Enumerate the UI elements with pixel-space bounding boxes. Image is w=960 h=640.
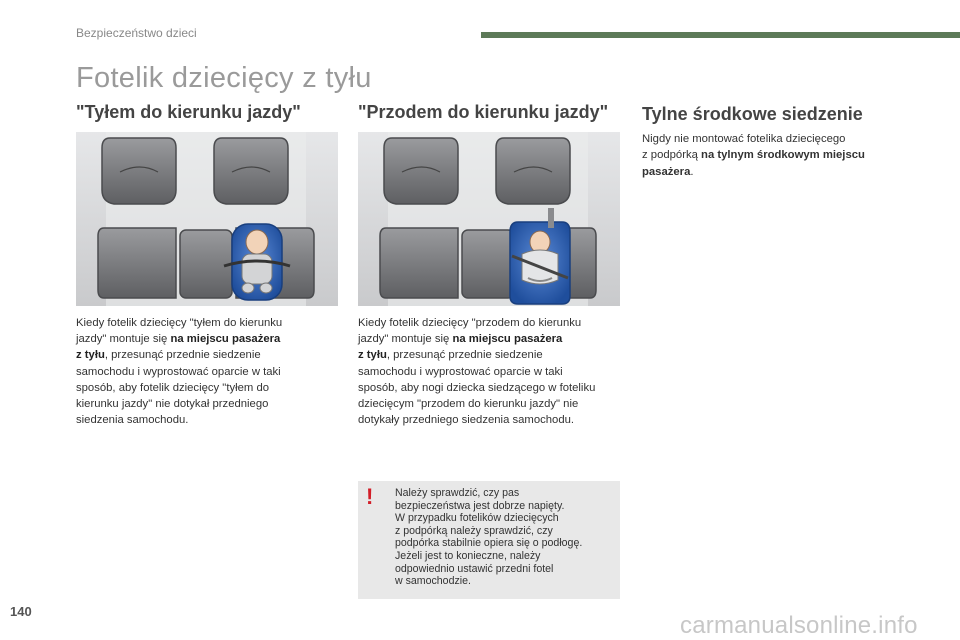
text-bold: na miejscu pasażera xyxy=(170,333,281,346)
text-line: , przesunąć przednie siedzenie xyxy=(104,349,261,362)
text-line: , przesunąć przednie siedzenie xyxy=(386,349,543,362)
warning-icon: ! xyxy=(366,484,374,509)
text-forward-facing xyxy=(358,315,630,428)
page-number: 140 xyxy=(10,604,32,619)
page-title: Fotelik dziecięcy z tyłu xyxy=(76,62,372,94)
warning-text xyxy=(395,487,615,588)
text-line: samochodu i wyprostować oparcie w taki xyxy=(358,365,563,378)
text-bold: na tylnym środkowym miejscu xyxy=(701,149,865,162)
illustration-forward-facing-seat xyxy=(358,132,620,306)
text-line: jazdy" montuje się xyxy=(358,333,453,346)
text-line: Kiedy fotelik dziecięcy "przodem do kierunku xyxy=(358,317,582,329)
watermark: carmanualsonline.info xyxy=(680,612,918,639)
text-line: sposób, aby fotelik dziecięcy "tyłem do xyxy=(76,381,270,394)
text-line: sposób, aby nogi dziecka siedzącego w foteliku xyxy=(358,381,596,394)
text-line: siedzenia samochodu. xyxy=(76,414,189,427)
heading-forward-facing: "Przodem do kierunku jazdy" xyxy=(358,102,609,122)
header-accent-bar xyxy=(481,32,960,38)
text-line: w samochodzie. xyxy=(395,575,471,588)
text-line: Należy sprawdzić, czy pas xyxy=(395,487,520,499)
text-line: samochodu i wyprostować oparcie w taki xyxy=(76,365,281,378)
text-bold: z tyłu xyxy=(76,349,105,362)
text-line: z podpórką należy sprawdzić, czy xyxy=(395,524,553,537)
text-line: bezpieczeństwa jest dobrze napięty. xyxy=(395,499,565,512)
text-line: dotykały przedniego siedzenia samochodu. xyxy=(358,414,575,427)
text-bold: pasażera xyxy=(642,165,691,178)
text-line: kierunku jazdy" nie dotykał przedniego xyxy=(76,398,269,411)
text-rear-facing xyxy=(76,315,346,428)
text-bold: na miejscu pasażera xyxy=(452,333,563,346)
section-label: Bezpieczeństwo dzieci xyxy=(76,26,197,40)
text-bold: z tyłu xyxy=(358,349,387,362)
heading-rear-centre-seat: Tylne środkowe siedzenie xyxy=(642,104,863,124)
text-line: dziecięcym "przodem do kierunku jazdy" nie xyxy=(358,398,579,411)
text-rear-centre-seat xyxy=(642,131,897,180)
text-line: . xyxy=(690,165,694,178)
text-line: podpórka stabilnie opiera się o podłogę. xyxy=(395,537,583,550)
text-line: Nigdy nie montować fotelika dziecięcego xyxy=(642,133,846,145)
warning-box xyxy=(358,481,620,599)
text-line: W przypadku fotelików dziecięcych xyxy=(395,512,559,525)
illustration-rear-facing-seat xyxy=(76,132,338,306)
text-line: Kiedy fotelik dziecięcy "tyłem do kierunku xyxy=(76,317,283,329)
text-line: odpowiednio ustawić przedni fotel xyxy=(395,562,554,575)
heading-rear-facing: "Tyłem do kierunku jazdy" xyxy=(76,102,301,122)
text-line: Jeżeli jest to konieczne, należy xyxy=(395,549,541,562)
text-line: z podpórką xyxy=(642,149,702,162)
text-line: jazdy" montuje się xyxy=(76,333,171,346)
